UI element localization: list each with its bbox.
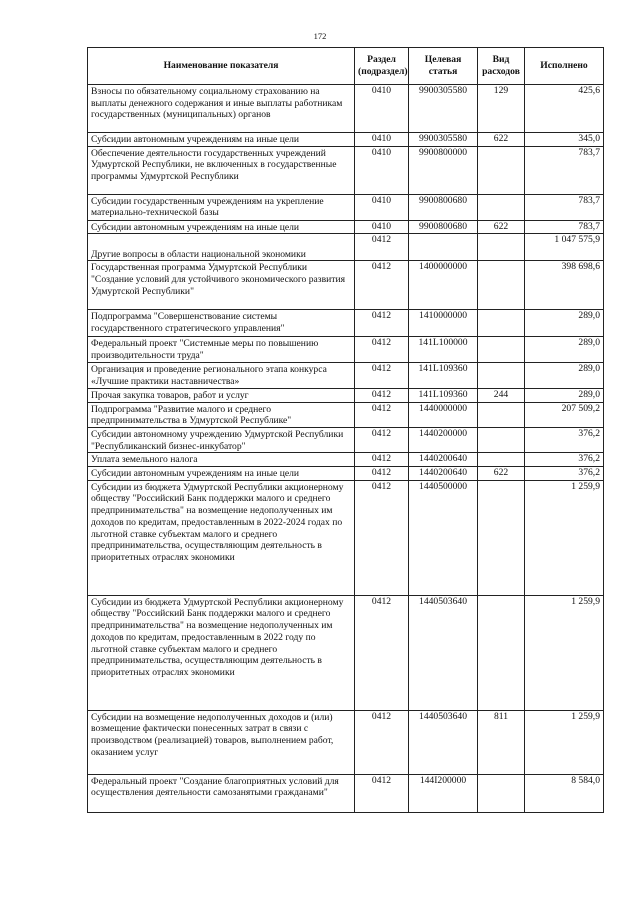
row-name: Федеральный проект "Создание благоприятных условий для осуществления деятельности самозанятыми гражданами"	[88, 774, 355, 812]
table-row	[88, 337, 604, 363]
row-section: 0412	[355, 261, 409, 310]
row-type	[478, 310, 525, 337]
header-row	[88, 48, 604, 85]
table-row	[88, 467, 604, 481]
row-target	[409, 234, 478, 261]
table-row	[88, 85, 604, 133]
row-type: 622	[478, 220, 525, 234]
row-target: 1440503640	[409, 595, 478, 710]
row-name: Субсидии автономному учреждению Удмуртской Республики "Республиканский бизнес-инкубатор"	[88, 427, 355, 452]
row-target: 144I200000	[409, 774, 478, 812]
row-amount: 289,0	[525, 363, 604, 388]
row-target: 9900305580	[409, 133, 478, 147]
row-amount: 8 584,0	[525, 774, 604, 812]
table-row	[88, 453, 604, 467]
table-row	[88, 310, 604, 337]
row-target: 141L100000	[409, 337, 478, 363]
table-row	[88, 595, 604, 710]
row-name: Субсидии автономным учреждениям на иные цели	[88, 133, 355, 147]
row-type	[478, 453, 525, 467]
row-target: 1440000000	[409, 402, 478, 427]
row-type	[478, 146, 525, 194]
row-section: 0412	[355, 337, 409, 363]
row-type: 622	[478, 133, 525, 147]
row-amount: 783,7	[525, 220, 604, 234]
row-amount: 289,0	[525, 337, 604, 363]
row-name: Субсидии из бюджета Удмуртской Республики акционерному обществу "Российский Банк поддержки малого и среднего предпринимательства" на возмещение недополученных им доходов по кредитам, предоставленным в 2022 году по льготной ставке субъектам малого и среднего предпринимательства, осуществляющим деятельность в приоритетных отраслях экономики	[88, 595, 355, 710]
table-row	[88, 427, 604, 452]
row-name: Организация и проведение регионального этапа конкурса «Лучшие практики наставничества»	[88, 363, 355, 388]
table-row	[88, 194, 604, 220]
row-name: Уплата земельного налога	[88, 453, 355, 467]
row-amount: 1 047 575,9	[525, 234, 604, 261]
budget-table	[87, 47, 604, 813]
row-section: 0410	[355, 194, 409, 220]
row-target: 9900305580	[409, 85, 478, 133]
row-section: 0410	[355, 146, 409, 194]
row-section: 0412	[355, 234, 409, 261]
row-amount: 376,2	[525, 453, 604, 467]
row-section: 0412	[355, 310, 409, 337]
row-type	[478, 480, 525, 595]
row-name: Субсидии автономным учреждениям на иные цели	[88, 467, 355, 481]
row-section: 0412	[355, 467, 409, 481]
row-name: Подпрограмма "Развитие малого и среднего предпринимательства в Удмуртской Республике"	[88, 402, 355, 427]
row-type: 811	[478, 710, 525, 774]
table-row	[88, 146, 604, 194]
row-section: 0412	[355, 595, 409, 710]
table-row	[88, 710, 604, 774]
row-type	[478, 337, 525, 363]
table-row	[88, 261, 604, 310]
row-section: 0410	[355, 220, 409, 234]
row-amount: 1 259,9	[525, 710, 604, 774]
row-section: 0412	[355, 480, 409, 595]
column-header-name: Наименование показателя	[88, 48, 355, 85]
row-type	[478, 261, 525, 310]
row-amount: 1 259,9	[525, 595, 604, 710]
row-section: 0412	[355, 363, 409, 388]
row-target: 1440500000	[409, 480, 478, 595]
row-name: Обеспечение деятельности государственных учреждений Удмуртской Республики, не включенных в государственные программы Удмуртской Республики	[88, 146, 355, 194]
column-header-amount: Исполнено	[525, 48, 604, 85]
row-name: Прочая закупка товаров, работ и услуг	[88, 388, 355, 402]
row-section: 0412	[355, 453, 409, 467]
row-section: 0410	[355, 133, 409, 147]
row-target: 1440503640	[409, 710, 478, 774]
table-row	[88, 388, 604, 402]
row-type: 244	[478, 388, 525, 402]
row-amount: 345,0	[525, 133, 604, 147]
table-row	[88, 774, 604, 812]
table-row	[88, 402, 604, 427]
row-section: 0412	[355, 402, 409, 427]
row-target: 1440200640	[409, 467, 478, 481]
row-target: 1410000000	[409, 310, 478, 337]
row-target: 1440200640	[409, 453, 478, 467]
row-type	[478, 234, 525, 261]
row-type	[478, 363, 525, 388]
table-row	[88, 480, 604, 595]
row-target: 9900800680	[409, 220, 478, 234]
row-type	[478, 402, 525, 427]
row-amount: 289,0	[525, 388, 604, 402]
row-section: 0412	[355, 388, 409, 402]
row-name: Субсидии автономным учреждениям на иные цели	[88, 220, 355, 234]
row-type	[478, 595, 525, 710]
row-amount: 289,0	[525, 310, 604, 337]
row-target: 9900800680	[409, 194, 478, 220]
row-target: 1400000000	[409, 261, 478, 310]
row-name: Субсидии государственным учреждениям на укрепление материально-технической базы	[88, 194, 355, 220]
row-amount: 376,2	[525, 427, 604, 452]
row-type: 129	[478, 85, 525, 133]
row-type: 622	[478, 467, 525, 481]
row-type	[478, 774, 525, 812]
row-amount: 1 259,9	[525, 480, 604, 595]
row-section: 0412	[355, 774, 409, 812]
page-number: 172	[313, 31, 327, 41]
row-amount: 376,2	[525, 467, 604, 481]
row-name: Субсидии на возмещение недополученных доходов и (или) возмещение фактически понесенных затрат в связи с производством (реализацией) товаров, выполнением работ, оказанием услуг	[88, 710, 355, 774]
table-row	[88, 363, 604, 388]
row-name: Взносы по обязательному социальному страхованию на выплаты денежного содержания и иные выплаты работникам государственных (муниципальных) органов	[88, 85, 355, 133]
row-target: 9900800000	[409, 146, 478, 194]
row-name: Другие вопросы в области национальной экономики	[88, 234, 355, 261]
column-header-type: Вид расходов	[478, 48, 525, 85]
table-row	[88, 234, 604, 261]
row-name: Подпрограмма "Совершенствование системы государственного стратегического управления"	[88, 310, 355, 337]
row-section: 0412	[355, 427, 409, 452]
row-section: 0410	[355, 85, 409, 133]
row-type	[478, 427, 525, 452]
row-amount: 207 509,2	[525, 402, 604, 427]
row-name: Субсидии из бюджета Удмуртской Республики акционерному обществу "Российский Банк поддержки малого и среднего предпринимательства" на возмещение недополученных им доходов по кредитам, предоставленным в 2022-2024 годах по льготной ставке субъектам малого и среднего предпринимательства, осуществляющим деятельность в приоритетных отраслях экономики	[88, 480, 355, 595]
row-type	[478, 194, 525, 220]
table-row	[88, 133, 604, 147]
row-target: 1440200000	[409, 427, 478, 452]
row-name: Государственная программа Удмуртской Республики "Создание условий для устойчивого экономического развития Удмуртской Республики"	[88, 261, 355, 310]
table-row	[88, 220, 604, 234]
row-name: Федеральный проект "Системные меры по повышению производительности труда"	[88, 337, 355, 363]
row-amount: 783,7	[525, 194, 604, 220]
row-amount: 398 698,6	[525, 261, 604, 310]
column-header-target: Целевая статья	[409, 48, 478, 85]
row-amount: 425,6	[525, 85, 604, 133]
column-header-section: Раздел (подраздел)	[355, 48, 409, 85]
row-amount: 783,7	[525, 146, 604, 194]
row-target: 141L109360	[409, 363, 478, 388]
row-section: 0412	[355, 710, 409, 774]
row-target: 141L109360	[409, 388, 478, 402]
